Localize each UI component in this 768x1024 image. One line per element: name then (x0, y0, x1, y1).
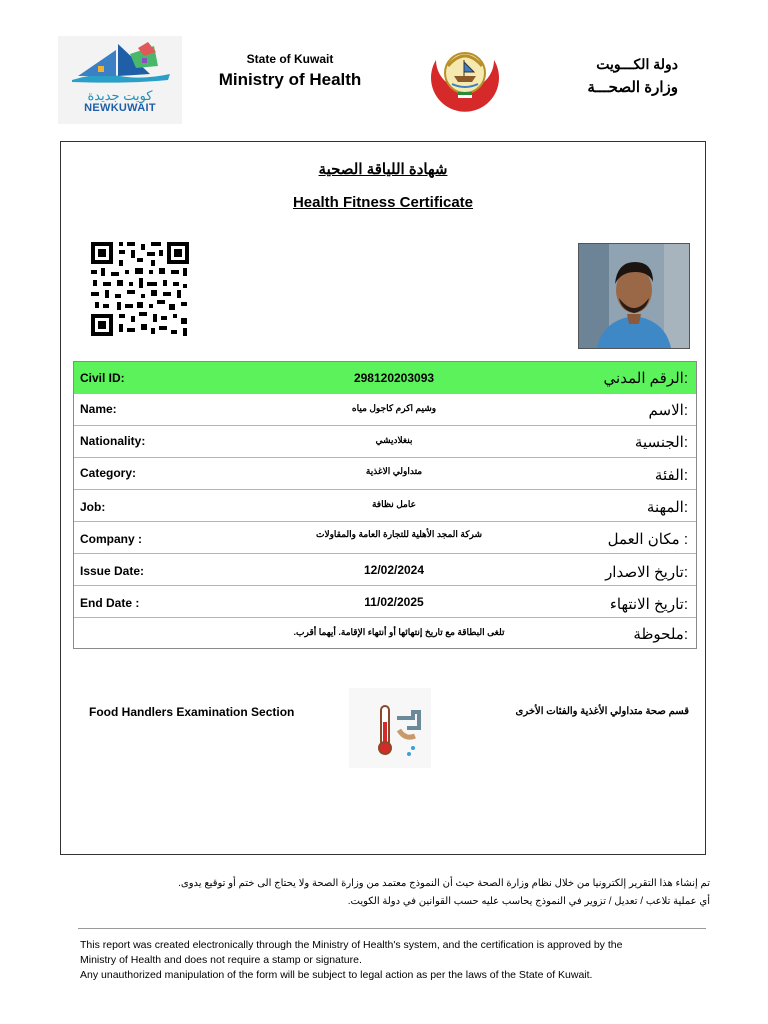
name-label-en: Name: (80, 402, 117, 416)
job-label-en: Job: (80, 500, 106, 514)
disclaimer-en (80, 938, 710, 983)
certificate-details-table (73, 361, 697, 649)
company-row (74, 522, 696, 554)
note-label-ar: ملحوظة: (633, 626, 688, 643)
name-label-ar: الاسم: (648, 402, 688, 419)
state-of-kuwait-ar: دولة الكـــويت (596, 56, 678, 72)
category-label-ar: الفئة: (654, 467, 688, 484)
name-row (74, 394, 696, 426)
section-name-ar: قسم صحة متداولي الأغذية والفئات الأخرى (515, 706, 689, 717)
category-value: متداولي الاغذية (365, 466, 423, 476)
civil-id-value: 298120203093 (353, 371, 435, 385)
ministry-of-health-en: Ministry of Health (218, 70, 362, 89)
nationality-row (74, 426, 696, 458)
job-value: عامل نظافة (371, 499, 416, 509)
food-handlers-section-icon (349, 688, 431, 768)
category-row (74, 458, 696, 490)
issue-date-row (74, 554, 696, 586)
section-name-en: Food Handlers Examination Section (89, 705, 295, 719)
end-date-label-ar: تاريخ الانتهاء: (609, 596, 688, 613)
certificate-title-ar: شهادة اللياقة الصحية (318, 161, 448, 178)
note-value: .تلغى البطاقة مع تاريخ إنتهائها أو أنتهاء الإقامة. أيهما أقرب (293, 627, 505, 637)
kuwait-emblem-icon (424, 40, 506, 118)
end-date-label-en: End Date : (80, 596, 140, 610)
disclaimer-en-line-3: Any unauthorized manipulation of the form will be subject to legal action as per the laws of the State of Kuwait. (80, 969, 593, 981)
nationality-value: بنغلاديشي (375, 435, 413, 445)
qr-code-icon[interactable] (89, 240, 191, 338)
newkuwait-logo (58, 36, 182, 124)
issue-date-label-en: Issue Date: (80, 564, 145, 578)
company-label-ar: مكان العمل : (607, 531, 688, 548)
state-of-kuwait-en: State of Kuwait (246, 52, 334, 66)
civil-id-label-ar: الرقم المدني: (603, 370, 688, 387)
end-date-row (74, 586, 696, 618)
note-row (74, 618, 696, 648)
disclaimer-ar-line-2: أي عملية تلاعب / تعديل / تزوير في النموذج يحاسب عليه حسب القوانين في دولة الكويت. (347, 896, 710, 907)
company-value: شركة المجد الأهلية للتجارة العامة والمقاولات (315, 529, 483, 539)
disclaimer-en-line-2: Ministry of Health and does not require a stamp or signature. (80, 954, 362, 966)
disclaimer-ar-line-1: تم إنشاء هذا التقرير إلكترونيا من خلال نظام وزارة الصحة حيث أن النموذج معتمد من وزارة الصحة ولا يحتاج الى ختم أو توقيع يدوى. (178, 878, 710, 889)
name-value: وشيم اكرم كاجول مياه (351, 403, 437, 413)
disclaimer-en-line-1: This report was created electronically through the Ministry of Health's system, and the certification is approved by the (80, 939, 623, 951)
ministry-of-health-ar: وزارة الصحـــة (587, 79, 678, 96)
newkuwait-logo-text: NEWKUWAIT (84, 102, 156, 114)
civil-id-label-en: Civil ID: (80, 371, 125, 385)
issue-date-label-ar: تاريخ الاصدار: (605, 564, 688, 581)
holder-photo (578, 243, 690, 349)
divider (78, 928, 706, 929)
newkuwait-logo-arabic: كويت جديدة (87, 88, 153, 103)
issue-date-value: 12/02/2024 (363, 563, 425, 577)
certificate-frame (60, 141, 706, 855)
category-label-en: Category: (80, 466, 137, 480)
end-date-value: 11/02/2025 (364, 595, 424, 609)
civil-id-row (74, 362, 696, 394)
certificate-title-en: Health Fitness Certificate (292, 194, 474, 211)
job-label-ar: المهنة: (646, 499, 688, 516)
nationality-label-ar: الجنسية: (634, 434, 688, 451)
nationality-label-en: Nationality: (80, 434, 146, 448)
job-row (74, 490, 696, 522)
company-label-en: Company : (80, 532, 143, 546)
